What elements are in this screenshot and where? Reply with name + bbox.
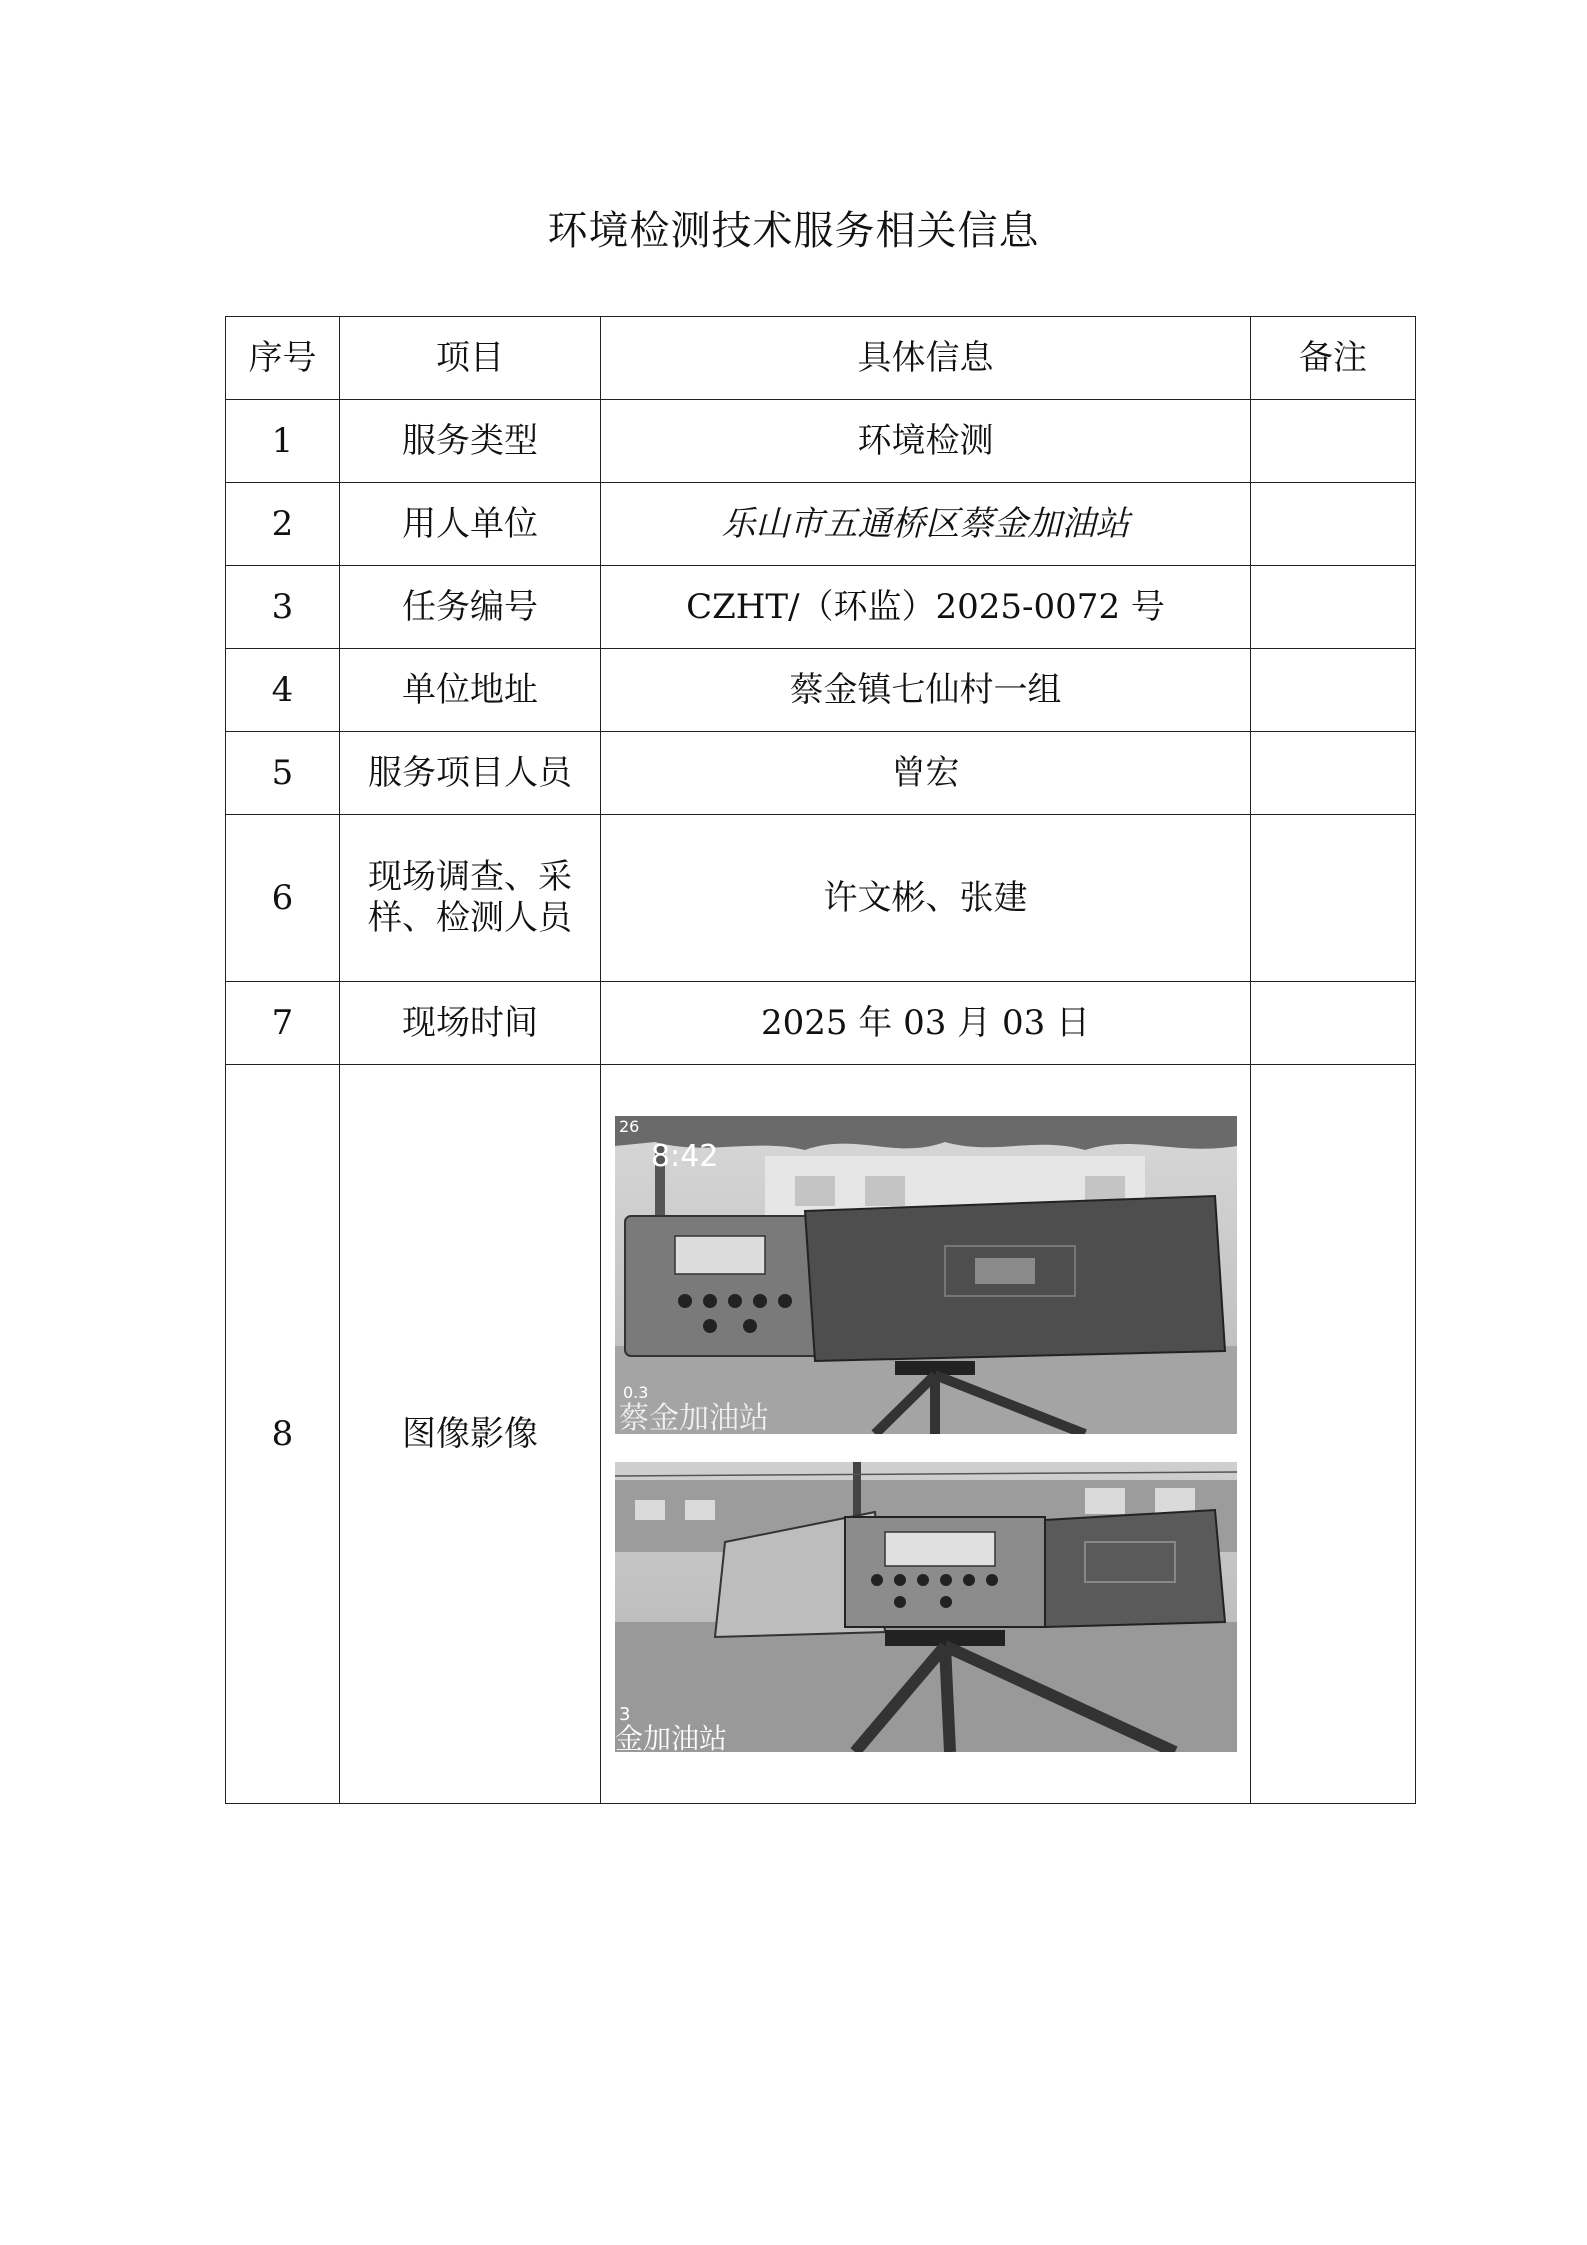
row-no: 7	[226, 982, 340, 1065]
row-item: 图像影像	[340, 1065, 601, 1804]
row-info: 蔡金镇七仙村一组	[601, 649, 1251, 732]
row-remark	[1251, 400, 1416, 483]
row-remark	[1251, 1065, 1416, 1804]
header-item: 项目	[340, 317, 601, 400]
row-remark	[1251, 732, 1416, 815]
site-photo-1	[615, 1116, 1237, 1434]
row-info: CZHT/（环监）2025-0072 号	[601, 566, 1251, 649]
row-item: 服务类型	[340, 400, 601, 483]
row-remark	[1251, 815, 1416, 982]
photo2-overlay-date: 3	[618, 1704, 630, 1725]
row-no: 5	[226, 732, 340, 815]
row-remark	[1251, 483, 1416, 566]
row-item: 服务项目人员	[340, 732, 601, 815]
row-remark	[1251, 982, 1416, 1065]
row-item	[340, 815, 601, 982]
row-item-line1: 现场调查、采	[368, 857, 572, 898]
table-row	[226, 483, 1416, 566]
table-row	[226, 566, 1416, 649]
photo2-overlay-station: 金加油站	[614, 1722, 727, 1752]
table-row	[226, 982, 1416, 1065]
row-no: 4	[226, 649, 340, 732]
photo1-overlay-station: 蔡金加油站	[618, 1401, 769, 1434]
header-info: 具体信息	[601, 317, 1251, 400]
row-info-photos	[601, 1065, 1251, 1804]
document-title: 环境检测技术服务相关信息	[547, 208, 1040, 254]
row-no: 8	[226, 1065, 340, 1804]
table-row	[226, 1065, 1416, 1804]
row-remark	[1251, 649, 1416, 732]
table-row	[226, 649, 1416, 732]
row-item: 现场时间	[340, 982, 601, 1065]
site-photo-2	[615, 1462, 1237, 1752]
row-no: 2	[226, 483, 340, 566]
info-table	[225, 316, 1416, 1804]
table-row	[226, 815, 1416, 982]
row-item: 单位地址	[340, 649, 601, 732]
row-info: 2025 年 03 月 03 日	[601, 982, 1251, 1065]
row-info: 乐山市五通桥区蔡金加油站	[601, 483, 1251, 566]
row-remark	[1251, 566, 1416, 649]
table-row	[226, 732, 1416, 815]
row-item: 用人单位	[340, 483, 601, 566]
header-remark: 备注	[1251, 317, 1416, 400]
row-info: 曾宏	[601, 732, 1251, 815]
row-item: 任务编号	[340, 566, 601, 649]
row-info: 许文彬、张建	[601, 815, 1251, 982]
photo1-overlay-time: 26	[618, 1117, 639, 1136]
photo1-overlay-date: 0.3	[622, 1383, 648, 1402]
row-no: 3	[226, 566, 340, 649]
header-no: 序号	[226, 317, 340, 400]
row-info: 环境检测	[601, 400, 1251, 483]
table-row	[226, 400, 1416, 483]
row-no: 1	[226, 400, 340, 483]
photo1-overlay-time2: 8:42	[650, 1139, 718, 1174]
row-item-line2: 样、检测人员	[368, 898, 572, 938]
row-no: 6	[226, 815, 340, 982]
table-header-row	[226, 317, 1416, 400]
